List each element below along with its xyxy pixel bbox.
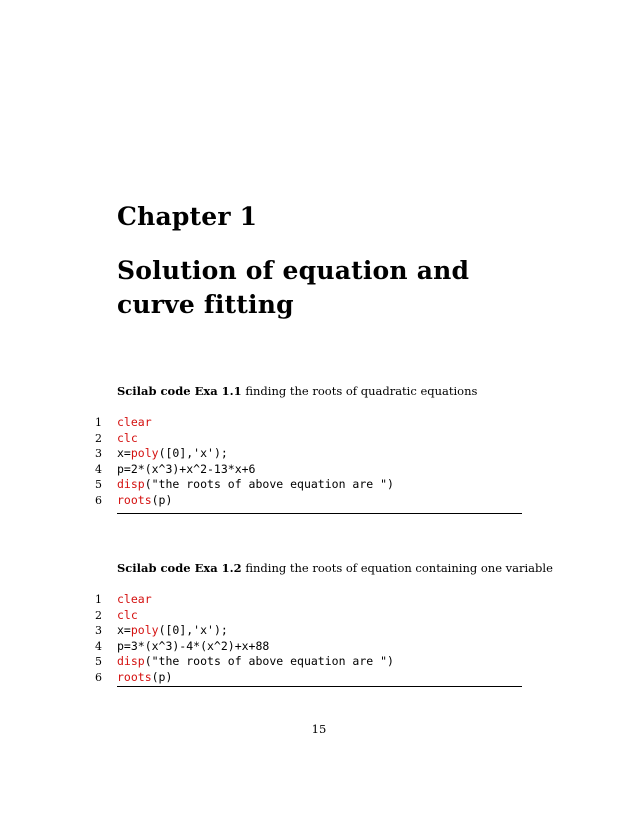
code-segment: x= [117,623,131,637]
line-number: 5 [95,478,102,491]
code-keyword: disp [117,654,145,668]
code-segment: ("the roots of above equation are ") [144,477,394,491]
code-block [90,592,522,685]
line-number: 6 [95,670,102,684]
code-line [90,462,522,478]
code-keyword: clc [117,607,138,622]
code-line [90,608,522,624]
code-segment: p=3*(x^3)-4*(x^2)+x+88 [117,638,270,653]
code-line [90,654,522,670]
caption-label: Scilab code Exa 1.2 [117,561,242,575]
code-text [117,431,138,447]
code-text [117,670,172,686]
line-number: 4 [95,639,102,653]
code-line [90,446,522,462]
code-text [117,654,394,670]
line-number: 4 [95,462,102,476]
code-segment: p=2*(x^3)+x^2-13*x+6 [117,461,256,476]
code-line [90,623,522,639]
line-number: 1 [95,593,102,606]
chapter-number: Chapter 1 [117,202,258,231]
caption-label: Scilab code Exa 1.1 [117,384,242,398]
code-line [90,670,522,686]
code-text [117,477,394,493]
caption-text: finding the roots of equation containing one variable [245,561,553,575]
code-segment: ("the roots of above equation are ") [144,654,394,668]
code-keyword: clc [117,430,138,445]
code-text [117,415,152,431]
code-text [117,493,172,509]
line-number: 3 [95,447,102,460]
code-text [117,639,269,655]
page-number: 15 [311,722,327,736]
line-number: 2 [95,608,102,622]
caption-text: finding the roots of quadratic equations [245,384,478,398]
code-block-rule [117,686,522,687]
example-caption [117,384,477,398]
code-text [117,462,255,478]
code-line [90,477,522,493]
code-segment: (p) [151,492,173,507]
code-line [90,431,522,447]
line-number: 6 [95,493,102,507]
code-line [90,639,522,655]
example-caption [117,561,553,575]
code-keyword: clear [117,415,152,429]
code-segment: x= [117,446,131,460]
code-line [90,415,522,431]
code-keyword: poly [130,623,159,637]
line-number: 1 [95,416,102,429]
code-segment: ([0],'x'); [158,446,228,460]
code-keyword: roots [117,492,152,507]
line-number: 3 [95,624,102,637]
line-number: 2 [95,431,102,445]
code-keyword: disp [117,477,145,491]
line-number: 5 [95,655,102,668]
code-segment: (p) [151,669,173,684]
code-text [117,608,138,624]
code-keyword: clear [117,592,152,606]
code-text [117,446,228,462]
code-block-rule [117,513,522,514]
code-segment: ([0],'x'); [158,623,228,637]
code-line [90,592,522,608]
code-text [117,623,228,639]
code-keyword: roots [117,669,152,684]
code-text [117,592,152,608]
code-keyword: poly [130,446,159,460]
chapter-title: Solution of equation and curve fitting [117,256,470,319]
code-line [90,493,522,509]
code-block [90,415,522,508]
